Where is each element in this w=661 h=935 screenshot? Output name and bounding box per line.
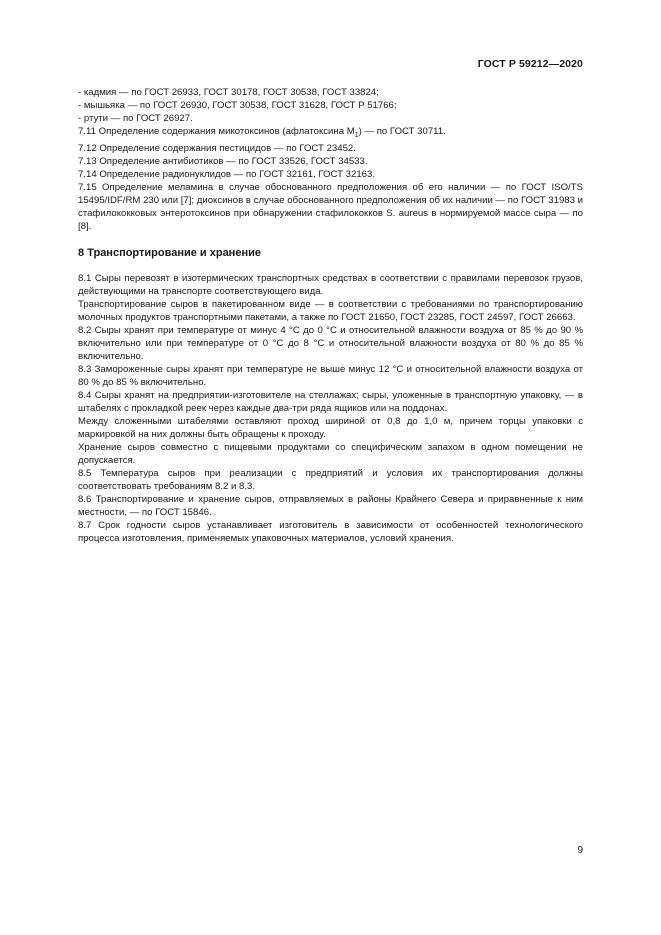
paragraph-8-3: 8.3 Замороженные сыры хранят при температуре не выше минус 12 °С и относительной влажности воздуха от 80 % до 85 % включительно.	[78, 363, 583, 388]
paragraph-8-2: 8.2 Сыры хранят при температуре от минус 4 °С до 0 °С и относительной влажности воздуха от 85 % до 90 % включительно или при температуре от 0 °С до 8 °С и относительной влажности воздуха от 80 % до 85 % включительно.	[78, 324, 583, 362]
paragraph-8-1-packaged: Транспортирование сыров в пакетированном виде — в соответствии с требованиями по транспортированию молочных продуктов транспортными пакетами, а также по ГОСТ 21650, ГОСТ 23285, ГОСТ 24597, ГОСТ 26663.	[78, 298, 583, 323]
paragraph-8-4: 8.4 Сыры хранят на предприятии-изготовителе на стеллажах; сыры, уложенные в транспортную упаковку, — в штабелях с прокладкой реек через каждые два-три ряда ящиков или на поддонах.	[78, 389, 583, 414]
section-8-title: 8 Транспортирование и хранение	[78, 246, 261, 259]
paragraph-8-4-passage: Между сложенными штабелями оставляют проход шириной от 0,8 до 1,0 м, причем торцы упаковки с маркировкой на них должны быть обращены к проходу.	[78, 415, 583, 440]
paragraph-8-6: 8.6 Транспортирование и хранение сыров, отправляемых в районы Крайнего Севера и приравненные к ним местности, — по ГОСТ 15846.	[78, 493, 583, 518]
clause-7-12: 7.12 Определение содержания пестицидов — по ГОСТ 23452.	[78, 142, 356, 154]
clause-7-11	[78, 125, 583, 142]
paragraph-8-1: 8.1 Сыры перевозят в изотермических транспортных средствах в соответствии с правилами перевозок грузов, действующими на транспорте соответствующего вида.	[78, 272, 583, 297]
clause-7-14: 7.14 Определение радионуклидов — по ГОСТ 32161, ГОСТ 32163.	[78, 168, 375, 180]
paragraph-8-5: 8.5 Температура сыров при реализации с предприятий и условия их транспортирования должны соответствовать требованиям 8.2 и 8.3.	[78, 467, 583, 492]
list-item-cadmium: - кадмия — по ГОСТ 26933, ГОСТ 30178, ГОСТ 30538, ГОСТ 33824;	[78, 87, 379, 98]
paragraph-8-4-storage: Хранение сыров совместно с пищевыми продуктами со специфическим запахом в одном помещении не допускается.	[78, 441, 583, 466]
clause-7-15: 7.15 Определение меламина в случае обоснованного предположения об его наличии — по ГОСТ ISO/TS 15495/IDF/RM 230 или [7]; диоксинов в случае обоснованного предположения об их наличии — по ГОСТ 31983 и стафилококковых энтеротоксинов при обнаружении стафилококков S. aureus в нормируемой массе сыра — по [8].	[78, 181, 583, 232]
clause-7-11-subscript: 1	[354, 131, 359, 139]
paragraph-8-7: 8.7 Срок годности сыров устанавливает изготовитель в зависимости от особенностей технологического процесса изготовления, применяемых упаковочных материалов, условий хранения.	[78, 519, 583, 544]
clause-7-13: 7.13 Определение антибиотиков — по ГОСТ 33526, ГОСТ 34533.	[78, 155, 368, 167]
clause-7-11-tail: ) — по ГОСТ 30711.	[358, 126, 446, 137]
page-content	[78, 86, 583, 545]
list-item-mercury: - ртути — по ГОСТ 26927.	[78, 113, 193, 124]
document-code-header: ГОСТ Р 59212—2020	[477, 58, 583, 70]
page-number: 9	[577, 845, 583, 856]
clause-7-11-text: 7.11 Определение содержания микотоксинов (афлатоксина М	[78, 126, 355, 137]
list-item-arsenic: - мышьяка — по ГОСТ 26930, ГОСТ 30538, ГОСТ 31628, ГОСТ Р 51766;	[78, 100, 397, 111]
